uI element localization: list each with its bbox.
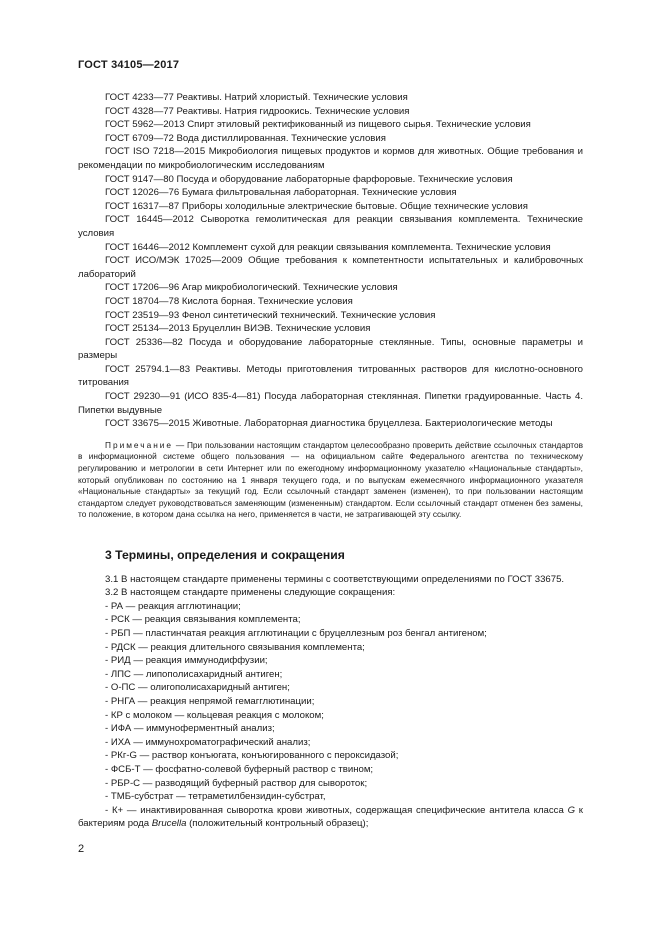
references-list [78,91,583,431]
abbr-text: - К+ — инактивированная сыворотка крови животных, содержащая специфические антитела класса [105,804,568,816]
note-label: Примечание [105,439,174,450]
abbreviation-item: - РДСК — реакция длительного связывания комплемента; [105,641,365,653]
reference-item: ГОСТ 4233—77 Реактивы. Натрий хлористый. Технические условия [105,92,408,103]
abbreviations-list [78,600,583,831]
abbr-italic-genus: Brucella [151,818,187,830]
reference-item: ГОСТ 16445—2012 Сыворотка гемолитическая для реакции связывания комплемента. Технические условия [78,214,583,239]
reference-item: ГОСТ 18704—78 Кислота борная. Технические условия [105,295,353,307]
reference-item: ГОСТ 25794.1—83 Реактивы. Методы приготовления титрованных растворов для кислотно-основного титрования [78,363,583,389]
abbreviation-item: - РКг-G — раствор конъюгата, конъюгированного с пероксидазой; [105,750,399,762]
abbreviation-item: - РИД — реакция иммунодиффузии; [105,655,268,667]
abbreviation-item: - О-ПС — олигополисахаридный антиген; [105,682,290,694]
reference-item: ГОСТ 29230—91 (ИСО 835-4—81) Посуда лабораторная стеклянная. Пипетки градуированные. Часть 4. Пипетки выдувные [78,391,583,416]
reference-item: ГОСТ 12026—76 Бумага фильтровальная лабораторная. Технические условия [105,187,457,199]
abbreviation-item: - РСК — реакция связывания комплемента; [105,614,301,626]
section-title: 3 Термины, определения и сокращения [105,548,345,562]
reference-item: ГОСТ 25336—82 Посуда и оборудование лабораторные стеклянные. Типы, основные параметры и размеры [78,336,583,362]
reference-item: ГОСТ ИСО/МЭК 17025—2009 Общие требования к компетентности испытательных и калибровочных лабораторий [78,255,583,280]
reference-item: ГОСТ 5962—2013 Спирт этиловый ректификованный из пищевого сырья. Технические условия [105,119,531,131]
abbr-italic-class: G [567,804,576,816]
reference-item: ГОСТ 17206—96 Агар микробиологический. Технические условия [105,282,398,294]
note-paragraph [78,440,583,521]
abbreviation-item: - РБП — пластинчатая реакция агглютинации с бруцеллезным роз бенгал антигеном; [105,627,487,639]
reference-item: ГОСТ 16317—87 Приборы холодильные электрические бытовые. Общие технические условия [105,200,528,212]
reference-item: ГОСТ 16446—2012 Комплемент сухой для реакции связывания комплемента. Технические условия [105,241,551,253]
abbreviation-item: - ЛПС — липополисахаридный антиген; [105,668,283,680]
reference-item: ГОСТ 25134—2013 Бруцеллин ВИЭВ. Технические условия [105,323,371,335]
abbreviation-item: - ТМБ-субстрат — тетраметилбензидин-субстрат, [105,791,326,803]
page-number: 2 [78,843,85,855]
abbr-text: к бактериям рода [78,804,583,830]
section-paragraph-3-2: 3.2 В настоящем стандарте применены следующие сокращения: [105,587,396,599]
abbreviation-item: - РА — реакция агглютинации; [105,600,241,612]
note-text: — При пользовании настоящим стандартом целесообразно проверить действие ссылочных стандартов в информационной системе общего пользования — на официальном сайте Федерального агентства по техническому регулированию и метрологии в сети Интернет или по ежегодному информационному указателю «Национальные стандарты», который опубликован по состоянию на 1 января текущего года, и по выпускам ежемесячного информационного указателя «Национальные стандарты» за текущий год. Если ссылочный стандарт заменен (изменен), то при пользовании настоящим стандартом следует руководствоваться заменяющим (измененным) стандартом. Если ссылочный стандарт отменен без замены, то положение, в котором дана ссылка на него, применяется в части, не затрагивающей эту ссылку. [78,439,584,520]
abbreviation-item: - КР с молоком — кольцевая реакция с молоком; [105,709,324,721]
standard-header: ГОСТ 34105—2017 [78,59,180,71]
reference-item: ГОСТ 9147—80 Посуда и оборудование лабораторные фарфоровые. Технические условия [105,173,513,185]
reference-item: ГОСТ 4328—77 Реактивы. Натрия гидроокись. Технические условия [105,105,410,117]
abbreviation-item: - РБР-С — разводящий буферный раствор для сывороток; [105,777,368,789]
abbreviation-item: - ИФА — иммуноферментный анализ; [105,723,275,735]
abbreviation-item-positive-control [78,804,583,831]
reference-item: ГОСТ ISO 7218—2015 Микробиология пищевых продуктов и кормов для животных. Общие требования и рекомендации по микробиологическим исследованиям [78,146,583,171]
reference-item: ГОСТ 23519—93 Фенол синтетический технический. Технические условия [105,309,436,321]
abbreviation-item: - ИХА — иммунохроматографический анализ; [105,736,311,748]
reference-item: ГОСТ 33675—2015 Животные. Лабораторная диагностика бруцеллеза. Бактериологические методы [105,418,553,430]
page-content [78,91,583,831]
reference-item: ГОСТ 6709—72 Вода дистиллированная. Технические условия [105,132,386,144]
section-paragraph-3-1: 3.1 В настоящем стандарте применены термины с соответствующими определениями по ГОСТ 33675. [105,573,565,585]
abbr-text: (положительный контрольный образец); [186,818,369,830]
abbreviation-item: - ФСБ-Т — фосфатно-солевой буферный раствор с твином; [105,763,374,775]
abbreviation-item: - РНГА — реакция непрямой гемагглютинации; [105,695,315,707]
